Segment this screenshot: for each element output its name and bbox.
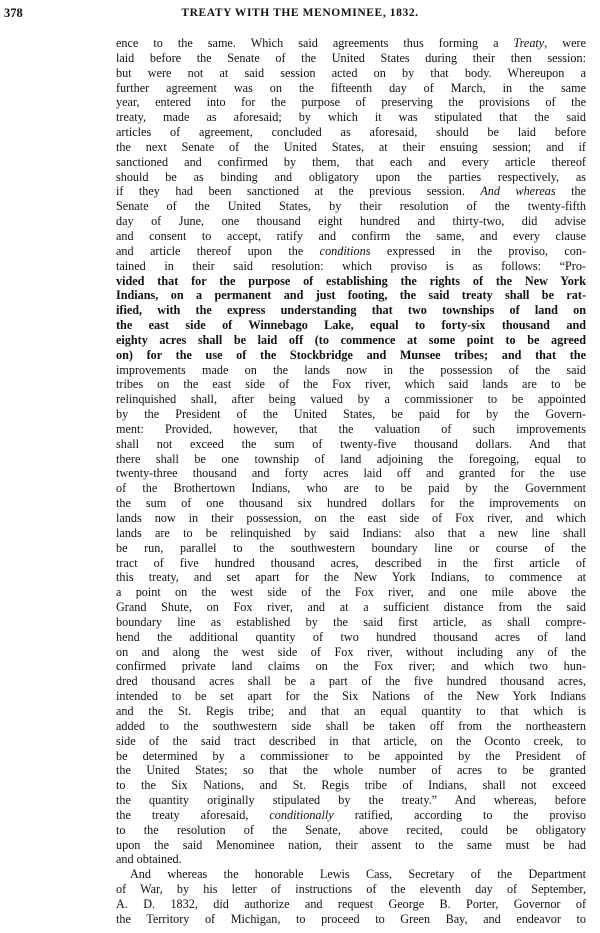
text-run: lands now in their possession, on the east side of Fox river, and which <box>116 511 586 525</box>
text-line <box>116 674 586 689</box>
text-line <box>116 600 586 615</box>
text-run: a point on the west side of the Fox river, and one mile above the <box>116 585 586 600</box>
text-line <box>116 585 586 600</box>
text-line <box>116 615 586 630</box>
text-line <box>116 318 586 333</box>
text-run: improvements made on the lands now in the possession of the said <box>116 362 586 377</box>
text-line <box>116 155 586 170</box>
running-head: TREATY WITH THE MENOMINEE, 1832. <box>181 7 419 19</box>
text-line <box>116 630 586 645</box>
text-line <box>116 659 586 674</box>
text-run: this treaty, and set apart for the New York Indians, to commence at <box>116 570 586 585</box>
text-run: the United States; so that the whole number of acres to be granted <box>116 763 586 778</box>
text-run: to the resolution of the Senate, above recited, could be obligatory <box>116 822 586 837</box>
text-line <box>116 808 586 823</box>
text-run: the <box>555 184 586 199</box>
text-run: year, entered into for the purpose of preserving the provisions of the <box>116 95 586 110</box>
text-run: to the Six Nations, and St. Regis tribe of Indians, shall not exceed <box>116 778 586 793</box>
bold-text: eighty acres shall be laid off (to commence at some point to be agreed <box>116 332 586 347</box>
text-run: expressed in the proviso, con- <box>370 243 586 258</box>
bold-text: on) for the use of the Stockbridge and Munsee tribes; and that the <box>116 347 586 362</box>
text-line <box>116 511 586 526</box>
text-run: , were <box>544 36 586 50</box>
text-line <box>116 749 586 764</box>
text-run: the treaty aforesaid, <box>116 807 270 822</box>
text-line <box>116 377 586 392</box>
text-line <box>116 778 586 793</box>
text-run: tribes on the east side of the Fox river, which said lands are to be <box>116 377 586 392</box>
text-line <box>116 867 586 882</box>
text-run: but were not at said session acted on by that body. Whereupon a <box>116 65 586 80</box>
text-run: A. D. 1832, did authorize and request George B. Porter, Governor of <box>116 896 586 911</box>
bold-text: the east side of Winnebago Lake, equal to forty-six thousand and <box>116 318 586 333</box>
text-line <box>116 81 586 96</box>
text-line <box>116 882 586 897</box>
text-run: by the President of the United States, be paid for by the Govern- <box>116 407 586 422</box>
italic-text: And whereas <box>480 184 556 199</box>
text-line <box>116 348 586 363</box>
text-run: there shall be one township of land adjoining the foregoing, equal to <box>116 451 586 466</box>
text-run: lands are to be relinquished by said Indians: also that a new line shall <box>116 525 586 540</box>
text-run: sanctioned and confirmed by them, that each and every article thereof <box>116 154 586 169</box>
text-line <box>116 274 586 289</box>
text-line <box>116 422 586 437</box>
text-line <box>116 36 586 51</box>
text-run: And whereas the honorable Lewis Cass, Secretary of the Department <box>130 867 586 882</box>
text-run: upon the said Menominee nation, their assent to the same must be had <box>116 837 586 852</box>
text-line <box>116 481 586 496</box>
text-line <box>116 466 586 481</box>
text-run: Senate of the United States, by their resolution of the twenty-fifth <box>116 199 586 214</box>
bold-text: vided that for the purpose of establishing the rights of the New York <box>116 273 586 288</box>
text-line <box>116 704 586 719</box>
text-line <box>116 912 586 927</box>
bold-text: Indians, on a permanent and just footing, the said treaty shall be rat- <box>116 288 586 303</box>
text-run: the sum of one thousand six hundred dollars for the improvements on <box>116 496 586 511</box>
text-line <box>116 51 586 66</box>
text-line <box>116 184 586 199</box>
page-number: 378 <box>4 6 23 20</box>
text-run: hend the additional quantity of two hundred thousand acres of land <box>116 629 586 644</box>
italic-text: Treaty <box>513 36 545 50</box>
text-run: articles of agreement, concluded as aforesaid, should be laid before <box>116 125 586 140</box>
text-line <box>116 689 586 704</box>
text-line <box>116 199 586 214</box>
text-line <box>116 392 586 407</box>
text-line <box>116 852 586 867</box>
text-line <box>116 333 586 348</box>
text-run: the next Senate of the United States, at their ensuing session; and if <box>116 139 586 154</box>
text-line <box>116 363 586 378</box>
text-line <box>116 259 586 274</box>
text-run: shall not exceed the sum of twenty-five thousand dollars. And that <box>116 436 586 451</box>
text-run: laid before the Senate of the United States during their then session: <box>116 50 586 65</box>
text-line <box>116 556 586 571</box>
text-line <box>116 734 586 749</box>
text-run: should be as binding and obligatory upon the parties respectively, as <box>116 169 586 184</box>
text-run: ratified, according to the proviso <box>333 807 586 822</box>
text-line <box>116 838 586 853</box>
text-line <box>116 66 586 81</box>
text-line <box>116 719 586 734</box>
text-line <box>116 897 586 912</box>
text-run: tained in their said resolution: which proviso is as follows: “Pro- <box>116 258 586 273</box>
text-run: the quantity originally stipulated by the treaty.” And whereas, before <box>116 793 586 808</box>
text-line <box>116 541 586 556</box>
text-run: treaty, made as aforesaid; by which it was stipulated that the said <box>116 110 586 125</box>
text-line <box>116 244 586 259</box>
text-run: boundary line as established by the said first article, as shall compre- <box>116 614 586 629</box>
text-run: ment: Provided, however, that the valuation of such improvements <box>116 421 586 436</box>
text-run: tract of five hundred thousand acres, described in the first article of <box>116 555 586 570</box>
text-run: relinquished shall, after being valued by a commissioner to be appointed <box>116 392 586 407</box>
text-run: and obtained. <box>116 852 182 867</box>
italic-text: conditionally <box>269 807 334 822</box>
text-line <box>116 229 586 244</box>
text-line <box>116 763 586 778</box>
body-text <box>116 36 586 927</box>
text-run: on and along the west side of Fox river, without including any of the <box>116 644 586 659</box>
text-line <box>116 303 586 318</box>
text-run: added to the southwestern side shall be taken off from the northeastern <box>116 718 586 733</box>
text-line <box>116 496 586 511</box>
text-run: be determined by a commissioner to be appointed by the President of <box>116 748 586 763</box>
text-run: dred thousand acres shall be a part of the five hundred thousand acres, <box>116 674 586 689</box>
text-run: ence to the same. Which said agreements thus forming a <box>116 36 514 50</box>
italic-text: conditions <box>319 243 371 258</box>
text-run: be run, parallel to the southwestern boundary line or course of the <box>116 540 586 555</box>
text-run: day of June, one thousand eight hundred and thirty-two, did advise <box>116 214 586 229</box>
text-run: side of the said tract described in that article, on the Oconto creek, to <box>116 733 586 748</box>
text-line <box>116 95 586 110</box>
text-line <box>116 110 586 125</box>
text-run: of War, by his letter of instructions of the eleventh day of September, <box>116 882 586 897</box>
text-run: and article thereof upon the <box>116 243 320 258</box>
text-line <box>116 452 586 467</box>
text-line <box>116 526 586 541</box>
text-line <box>116 437 586 452</box>
page-header <box>0 4 600 22</box>
text-line <box>116 170 586 185</box>
text-run: and consent to accept, ratify and confirm the same, and every clause <box>116 228 586 243</box>
text-run: further agreement was on the fifteenth day of March, in the same <box>116 80 586 95</box>
bold-text: ified, with the express understanding that two townships of land on <box>116 303 586 318</box>
text-run: intended to be set apart for the Six Nations of the New York Indians <box>116 689 586 704</box>
text-run: if they had been sanctioned at the previous session. <box>116 184 481 199</box>
text-run: Grand Shute, on Fox river, and at a sufficient distance from the said <box>116 600 586 615</box>
text-run: twenty-three thousand and forty acres laid off and granted for the use <box>116 466 586 481</box>
text-run: the Territory of Michigan, to proceed to Green Bay, and endeavor to <box>116 911 586 926</box>
text-line <box>116 288 586 303</box>
text-line <box>116 214 586 229</box>
text-line <box>116 793 586 808</box>
text-line <box>116 823 586 838</box>
text-line <box>116 140 586 155</box>
text-line <box>116 407 586 422</box>
text-line <box>116 570 586 585</box>
text-run: of the Brothertown Indians, who are to be paid by the Government <box>116 481 586 496</box>
text-line <box>116 125 586 140</box>
text-run: and the St. Regis tribe; and that an equal quantity to that which is <box>116 703 586 718</box>
text-run: confirmed private land claims on the Fox river; and which two hun- <box>116 659 586 674</box>
text-line <box>116 645 586 660</box>
